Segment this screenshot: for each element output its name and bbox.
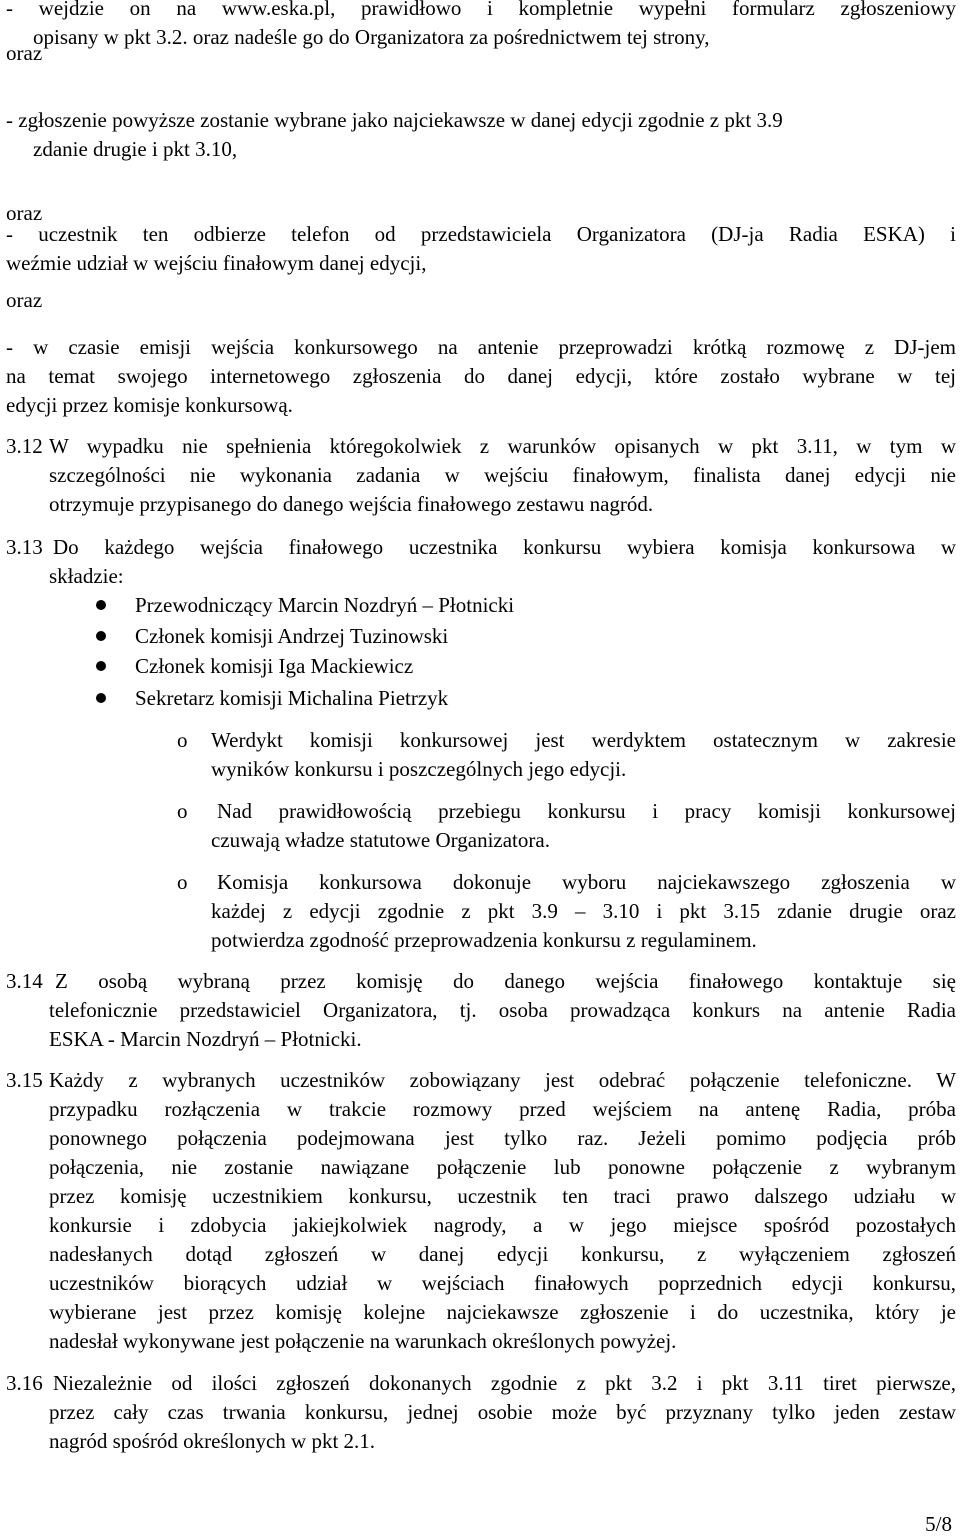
section-number-3-15: 3.15 [6,1068,43,1092]
paragraph-dash-3 [6,220,956,278]
section-3-14-text [49,967,956,1054]
section-number-3-14: 3.14 [6,969,43,993]
section-3-16-text [49,1369,956,1456]
text-line: połączenia, nie zostanie nawiązane połączenie lub ponowne połączenie z wybranym [49,1155,956,1179]
text-line: Niezależnie od ilości zgłoszeń dokonanych zgodnie z pkt 3.2 i pkt 3.11 tiret pierwsze, [53,1371,956,1395]
conjunction-oraz: oraz [6,201,43,225]
conjunction-oraz: oraz [6,41,43,65]
list-item-member: Członek komisji Iga Mackiewicz [135,654,414,678]
paragraph-dash-1 [6,0,956,52]
text-line: - w czasie emisji wejścia konkursowego na antenie przeprowadzi krótką rozmowę z DJ-jem [6,335,956,359]
text-line: przypadku rozłączenia w trakcie rozmowy przed wejściem na antenę Radia, próba [49,1097,956,1121]
text-line: nadesłanych dotąd zgłoszeń w danej edycji konkursu, z wyłączeniem zgłoszeń [49,1242,956,1266]
text-line: nadesłał wykonywane jest połączenie na warunkach określonych powyżej. [49,1329,677,1353]
text-line: Do każdego wejścia finałowego uczestnika konkursu wybiera komisja konkursowa w [53,535,956,559]
section-number-3-13: 3.13 [6,535,43,559]
section-3-13-text [49,533,956,591]
text-line: czuwają władze statutowe Organizatora. [211,828,550,852]
sub-item-supervision [211,797,956,855]
list-item-member: Sekretarz komisji Michalina Pietrzyk [135,686,449,710]
paragraph-dash-4 [6,333,956,420]
list-item-member: Członek komisji Andrzej Tuzinowski [135,624,449,648]
text-line: ponownego połączenia podejmowana jest tylko raz. Jeżeli pomimo podjęcia prób [49,1126,956,1150]
circle-bullet-icon: o [177,870,188,894]
page-number: 5/8 [925,1512,952,1536]
text-line: uczestników biorących udział w wejściach finałowych poprzednich edycji konkursu, [49,1271,956,1295]
bullet-icon [96,661,106,671]
section-3-12-text [49,432,956,519]
conjunction-oraz: oraz [6,288,43,312]
text-line: otrzymuje przypisanego do danego wejścia finałowego zestawu nagród. [49,492,654,516]
text-line: wybierane jest przez komisję kolejne najciekawsze zgłoszenie i do uczestnika, który je [49,1300,956,1324]
bullet-icon [96,631,106,641]
text-line: - zgłoszenie powyższe zostanie wybrane jako najciekawsze w danej edycji zgodnie z pkt 3.9 [6,108,783,132]
text-line: - wejdzie on na www.eska.pl, prawidłowo i kompletnie wypełni formularz zgłoszeniowy [6,0,956,20]
text-line: ESKA - Marcin Nozdryń – Płotnicki. [49,1027,362,1051]
sub-item-selection [211,868,956,955]
text-line: Nad prawidłowością przebiegu konkursu i pracy komisji konkursowej [217,799,956,823]
text-line: zdanie drugie i pkt 3.10, [33,137,238,161]
text-line: Każdy z wybranych uczestników zobowiązany jest odebrać połączenie telefoniczne. W [49,1068,956,1092]
text-line: przez cały czas trwania konkursu, jednej osobie może być przyznany tylko jeden zestaw [49,1400,956,1424]
text-line: każdej z edycji zgodnie z pkt 3.9 – 3.10 i pkt 3.15 zdanie drugie oraz [211,899,956,923]
text-line: Komisja konkursowa dokonuje wyboru najciekawszego zgłoszenia w [217,870,956,894]
text-line: edycji przez komisje konkursową. [6,393,293,417]
bullet-icon [96,693,106,703]
text-line: nagród spośród określonych w pkt 2.1. [49,1429,376,1453]
text-line: Werdykt komisji konkursowej jest werdyktem ostatecznym w zakresie [211,728,956,752]
text-line: składzie: [49,564,124,588]
text-line: opisany w pkt 3.2. oraz nadeśle go do Organizatora za pośrednictwem tej strony, [33,25,710,49]
text-line: W wypadku nie spełnienia któregokolwiek z warunków opisanych w pkt 3.11, w tym w [49,434,956,458]
text-line: telefonicznie przedstawiciel Organizatora, tj. osoba prowadząca konkurs na antenie Radia [49,998,956,1022]
paragraph-dash-2 [6,106,956,164]
text-line: Z osobą wybraną przez komisję do danego wejścia finałowego kontaktuje się [55,969,956,993]
text-line: na temat swojego internetowego zgłoszenia do danej edycji, które zostało wybrane w tej [6,364,956,388]
section-3-15-text [49,1066,956,1356]
circle-bullet-icon: o [177,728,188,752]
circle-bullet-icon: o [177,799,188,823]
section-number-3-16: 3.16 [6,1371,43,1395]
sub-item-verdict [211,726,956,784]
text-line: potwierdza zgodność przeprowadzenia konkursu z regulaminem. [211,928,757,952]
text-line: przez komisję uczestnikiem konkursu, uczestnik ten traci prawo dalszego udziału w [49,1184,956,1208]
text-line: - uczestnik ten odbierze telefon od przedstawiciela Organizatora (DJ-ja Radia ESKA) i [6,222,956,246]
bullet-icon [96,600,106,610]
text-line: wyników konkursu i poszczególnych jego edycji. [211,757,627,781]
list-item-member: Przewodniczący Marcin Nozdryń – Płotnicki [135,593,515,617]
text-line: szczególności nie wykonania zadania w wejściu finałowym, finalista danej edycji nie [49,463,956,487]
text-line: weźmie udział w wejściu finałowym danej edycji, [6,251,427,275]
text-line: konkursie i zdobycia jakiejkolwiek nagrody, a w jego miejsce spośród pozostałych [49,1213,956,1237]
section-number-3-12: 3.12 [6,434,43,458]
